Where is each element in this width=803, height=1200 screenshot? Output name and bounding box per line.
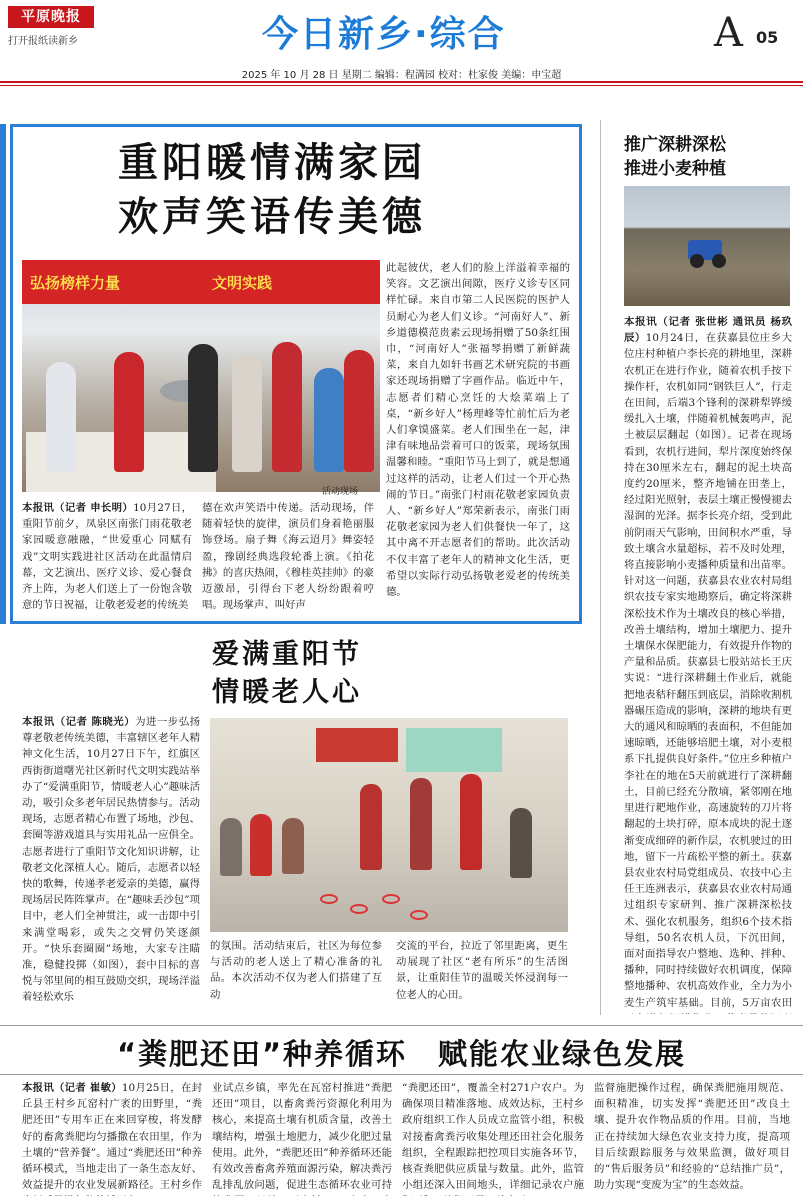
newspaper-logo: 平原晚报 (8, 6, 94, 28)
photo-person (510, 808, 532, 878)
main-story-text-1: 10月27日，重阳节前夕，凤泉区南张门雨花敬老家园暖意融融，“世爱重心 同赋有戏”文明实践进社区活动在此温情启幕，文艺演出、医疗义诊、爱心餐食齐上阵，为老人们送上了一份饱含敬意的节日祝福，让敬老爱老的传统美 (22, 502, 192, 612)
second-story-column-1 (22, 714, 200, 1010)
photo-wheel (712, 254, 726, 268)
photo-ring (382, 894, 400, 904)
photo-person (188, 344, 218, 472)
main-story-column-2: 德在欢声笑语中传递。活动现场，伴随着轻快的旋律，演员们身着艳丽服饰登场。扇子舞《海云迢月》舞姿轻盈，豫剧经典选段轮番上演。《拍花拂》的喜庆热闹，《穆桂英挂帅》的豪迈激昂，引得台下老人纷纷跟着哼唱。现场掌声、叫好声 (202, 502, 374, 612)
event-photo-2 (210, 718, 568, 932)
photo-person (360, 784, 382, 870)
main-headline (118, 136, 538, 244)
page-letter: A (714, 10, 743, 56)
bottom-story-column-4: 监督施肥操作过程，确保粪肥施用规范、面积精准，切实发挥“粪肥还田”改良土壤、提升农作物品质的作用。目前，当地正在持续加大绿色农业支持力度，提高项目后续跟踪服务与效果监测，做好项目的“售后服务员”和经验的“总结推广员”，助力实现“变废为宝”的生态效益。 (594, 1082, 790, 1192)
photo-person (314, 368, 344, 472)
right-story-column (624, 314, 792, 1014)
right-story-byline: 本报讯（记者 张世彬 通讯员 杨玖辰） (624, 316, 792, 345)
main-story-column-1 (22, 500, 192, 613)
tractor-photo (624, 186, 790, 306)
second-headline (212, 636, 362, 712)
bottom-story-column-3: “粪肥还田”，覆盖全村271户农户。为确保项目精准落地、成效达标，王村乡政府组织工作人员成立监管小组，积极对接畜禽粪污收集处理还田社会化服务组织，全程跟踪把控项目实施各环节，核查粪肥供应质量与数量。此外，监管小组还深入田间地头，详细记录农户施 (402, 1082, 584, 1192)
right-headline-line1: 推广深耕深松 (624, 135, 726, 155)
second-story-column-3: 交流的平台，拉近了邻里距离，更生动展现了社区“老有所乐”的生活图景，让重阳佳节的温暖关怀浸润每一位老人的心田。 (396, 940, 568, 1001)
second-story-byline: 本报讯（记者 陈晓光） (22, 716, 136, 728)
photo-banner-right-text: 文明实践 (212, 274, 273, 292)
photo-ring (350, 904, 368, 914)
photo-ring (320, 894, 338, 904)
second-headline-line2: 情暖老人心 (212, 677, 362, 708)
bottom-section-divider (0, 1025, 803, 1026)
photo-person (344, 350, 374, 472)
photo-wall-board (316, 728, 398, 762)
dateline: 2025 年 10 月 28 日 星期二 编辑：程满园 校对：杜家俊 美编：申宝超 (241, 70, 562, 81)
section-title: 今日新乡·综合 (262, 14, 506, 55)
page-number: 05 (756, 28, 779, 47)
bottom-story-column-1 (22, 1080, 202, 1196)
photo-person (460, 774, 482, 870)
bottom-headline-divider (0, 1074, 803, 1075)
main-headline-line2: 欢声笑语传美德 (118, 194, 426, 240)
second-headline-line1: 爱满重阳节 (212, 639, 362, 670)
photo-wall-board (406, 728, 502, 772)
photo-caption: 活动现场 (322, 487, 359, 497)
right-headline-line2: 推进小麦种植 (624, 159, 726, 179)
main-headline-line1: 重阳暖情满家园 (118, 140, 426, 186)
main-story-byline: 本报讯（记者 申长明） (22, 502, 134, 514)
second-story-column-2: 的氛围。活动结束后，社区为每位参与活动的老人送上了精心准备的礼品。本次活动不仅为老人们搭建了互动 (210, 940, 382, 1001)
right-headline (624, 133, 726, 181)
right-story-text: 10月24日，在获嘉县位庄乡大位庄村种植户李长亮的耕地里，深耕农机正在进行作业，随着农机手按下操作杆，农机如同“钢铁巨人”，行走在田间，后端3个锋利的深耕犁铧缓缓扎入土壤，伴随着机械轰鸣声，泥土被层层翻起（如图）。记者在现场看到，农机行进间，犁片深度始终保持在30厘米左右，翻起的泥土块高度约20厘米，整齐地铺在田垄上，经过阳光照射，表层土壤正慢慢褪去湿润的光泽。据李长亮介绍，受到此前阴雨天气影响，田间积水严重，导致土壤含水量超标，若不及时处理，将直接影响小麦播种质量和出苗率。针对这一问题，获嘉县农业农村局组织农技专家实地勘察后，确定将深耕深松技术作为土壤改良的核心举措，改善土壤结构，增加土壤肥力、提升土壤保水保肥能力，有效提升作物的产量和品质。获嘉县七股站站长王庆实说：“进行深耕翻土作业后，就能把地表秸秆翻压到底层，消除收割机器碾压造成的影响，深耕的地块有更大的通风和晾晒的表面积，不但能加速晾晒，还能够培肥土壤，对小麦根系下扎提供良好条件。”位庄乡种植户李社在的地在5天前就进行了深耕翻土，目前已经充分散墒，紧邻刚在地里进行耙地作业，高速旋转的刀片将翻起的土块打碎，原本成块的泥土逐渐变成细碎的新作层，农机驶过的田地，留下一片疏松平整的新土。获嘉县农业农村局党组成员、农技中心主任王连洲表示，获嘉县农业农村局通过组织专家研判、推广深耕深松技术、强化农机服务，组织6个技术指导组，50名农机人员，下沉田间，面对面指导农户整地、选种、拌种、播种，同时持续做好农机调度，保障整地播种、农机高效作业，全力为小麦生产筑牢基础。目前，5万亩农田 (624, 332, 792, 1009)
photo-person (410, 778, 432, 870)
bottom-story-text-1: 10月25日，在封丘县王村乡瓦窑村广袤的田野里，“粪肥还田”专用车正在来回穿梭，将发酵好的畜禽粪肥均匀播撒在农田里，作为土壤的“营养餐”。通过“粪肥还田”种养循环模式，当地走出了一条生态友好、效益提升的农业发展新路径。王村乡作 (22, 1082, 202, 1192)
event-photo (22, 260, 380, 492)
bottom-story-column-2: 业试点乡镇，率先在瓦窑村推进“粪肥还田”项目，以畜禽粪污资源化利用为核心，来提高土壤有机质含量，改善土壤结构，增强土地肥力，减少化肥过量使用。此外，“粪肥还田”种养循环还能有效改善畜禽养殖面源污染，解决粪污乱排乱放问题，促进生态循环农业可持 (212, 1082, 392, 1192)
photo-person (282, 818, 304, 874)
masthead (0, 0, 803, 62)
column-divider (600, 120, 601, 1015)
photo-ring (410, 910, 428, 920)
photo-person (46, 362, 76, 472)
header-divider-thin (0, 85, 803, 86)
main-story-column-3: 此起彼伏，老人们的脸上洋溢着幸福的笑容。文艺演出间隙，医疗义诊专区同样忙碌。来自市第二人民医院的医护人员耐心为老人们义诊。“河南好人”、新乡道德模范贵素云现场捐赠了50条红围巾，“河南好人”张福琴捐赠了新鲜蔬菜，来自九如轩书画艺术研究院的书画家还现场捐赠了字画作品。临近中午，志愿者们精心烹饪的大烩菜端上了桌，“新乡好人”杨理峰等忙前忙后为老人们拿馍盛菜。老人们围坐在一起，津津有味地品尝着可口的饭菜，现场氛围温馨和睦。“重阳节马上到了，就是想通过这样的活动，让老人们过一个开心热闹的节日。”南张门村雨花敬老家园负责人、“新乡好人”郑荣新表示，南张门雨花敬老家园为老人们供餐快一年了，这其中离不开志愿者们的帮助。此次活动不仅丰富了老年人的精神文化生活，更希望以实际行动弘扬敬老爱老的传统美德。 (386, 262, 570, 599)
photo-person (272, 342, 302, 472)
bottom-story-byline: 本报讯（记者 崔敏） (22, 1082, 122, 1094)
photo-person (220, 818, 242, 876)
second-story-text-1: 为进一步弘扬尊老敬老传统美德，丰富辖区老年人精神文化生活，10月27日下午，红旗区西街街道曙光社区新时代文明实践站举办了“爱满重阳节，情暖老人心”趣味活动，吸引众多老年居民热情参与。活动现场，志愿者精心布置了场地，沙包、套圈等游戏道具与实用礼品一应俱全。志愿者进行了重阳节文化知识讲解，让敬老文化深植人心。随后，志愿者以轻快的歌舞，传递孝老爱亲的美德，赢得现场居民阵阵掌声。在“趣味丢沙包”项目中，老人们全神贯注，或一击即中引来满堂喝彩，或失之交臂仍笑逐颜开。“快乐套圈圈”场地，大家专注瞄准，稳健投掷（如图），套中目标的喜悦与邻里间的相互鼓励交织，现场洋溢着轻松欢乐 (22, 716, 200, 1004)
photo-person (114, 352, 144, 472)
photo-banner (22, 260, 380, 304)
header-divider (0, 81, 803, 83)
photo-person (250, 814, 272, 876)
photo-person (232, 354, 262, 472)
photo-wheel (690, 254, 704, 268)
bottom-headline: “粪肥还田”种养循环 赋能农业绿色发展 (116, 1037, 687, 1071)
photo-banner-left-text: 弘扬榜样力量 (30, 274, 121, 292)
slogan: 打开报纸读新乡 (8, 36, 78, 47)
frame-accent-bar (0, 124, 6, 624)
